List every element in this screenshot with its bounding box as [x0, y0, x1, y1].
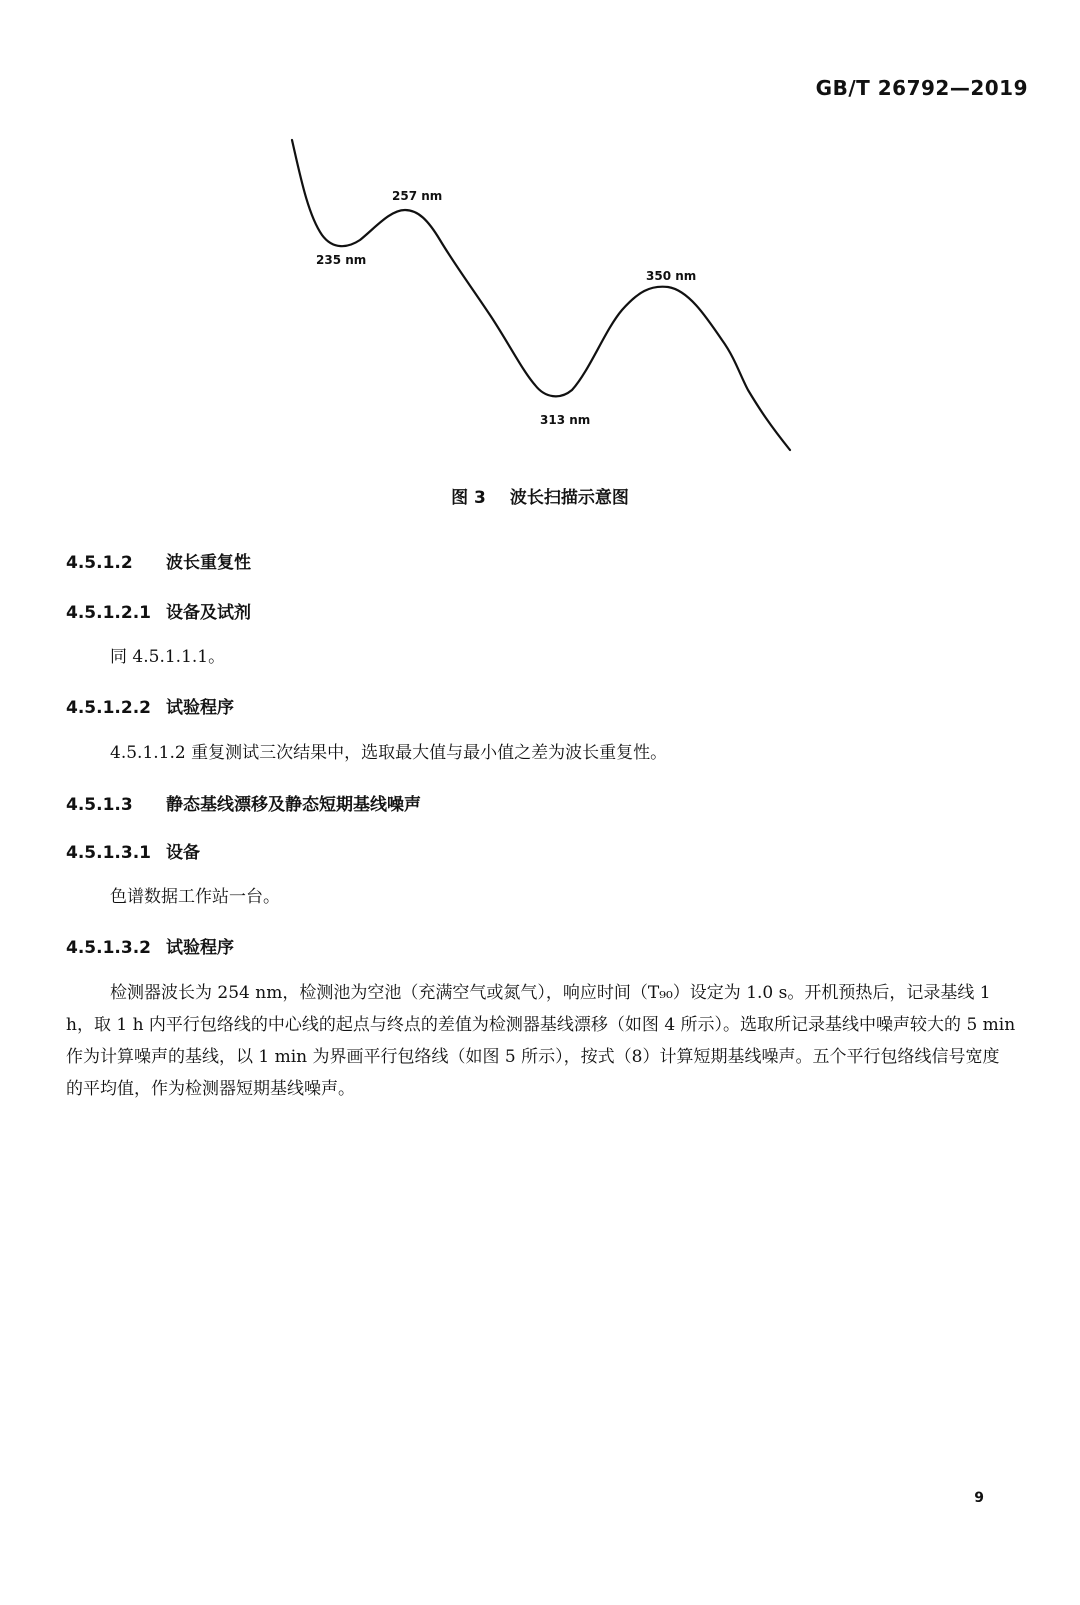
section-heading [66, 548, 251, 573]
wavelength-scan-figure [0, 0, 1080, 480]
section-title: 静态基线漂移及静态短期基线噪声 [166, 795, 421, 815]
section-number: 4.5.1.3.2 [66, 938, 151, 958]
section-number: 4.5.1.3.1 [66, 843, 151, 863]
trough-label-313: 313 nm [540, 413, 591, 427]
section-number: 4.5.1.2.2 [66, 698, 151, 718]
figure-caption [0, 483, 1080, 508]
section-heading [66, 790, 421, 815]
spectrum-curve [292, 140, 790, 450]
section-title: 波长重复性 [166, 553, 251, 573]
body-paragraph: 检测器波长为 254 nm，检测池为空池（充满空气或氮气），响应时间（T₉₀）设定为 1.0 s。开机预热后，记录基线 1 h，取 1 h 内平行包络线的中心线的起点与终点的差值为检测器基线漂移（如图 4 所示）。选取所记录基线中噪声较大的 5 min 作为计算噪声的基线，以 1 min 为界画平行包络线（如图 5 所示），按式（8）计算短期基线噪声。五个平行包络线信号宽度的平均值，作为检测器短期基线噪声。 [66, 983, 1016, 1099]
section-number: 4.5.1.3 [66, 795, 133, 815]
body-paragraph: 色谱数据工作站一台。 [110, 887, 280, 907]
figure-caption-number: 图 3 [451, 488, 486, 508]
section-title: 设备 [166, 843, 200, 863]
section-number: 4.5.1.2.1 [66, 603, 151, 623]
section-heading [66, 693, 234, 718]
section-heading [66, 933, 234, 958]
figure-caption-title: 波长扫描示意图 [509, 488, 629, 508]
standard-number: GB/T 26792—2019 [815, 76, 1028, 100]
body-paragraph: 同 4.5.1.1.1。 [110, 647, 226, 667]
section-heading [66, 838, 200, 863]
section-number: 4.5.1.2 [66, 553, 133, 573]
peak-label-257: 257 nm [392, 189, 443, 203]
peak-label-350: 350 nm [646, 269, 697, 283]
section-title: 设备及试剂 [166, 603, 251, 623]
section-heading [66, 598, 251, 623]
section-title: 试验程序 [166, 698, 234, 718]
section-title: 试验程序 [166, 938, 234, 958]
trough-label-235: 235 nm [316, 253, 367, 267]
body-paragraph: 4.5.1.1.2 重复测试三次结果中，选取最大值与最小值之差为波长重复性。 [110, 743, 668, 763]
page-number: 9 [974, 1490, 984, 1506]
